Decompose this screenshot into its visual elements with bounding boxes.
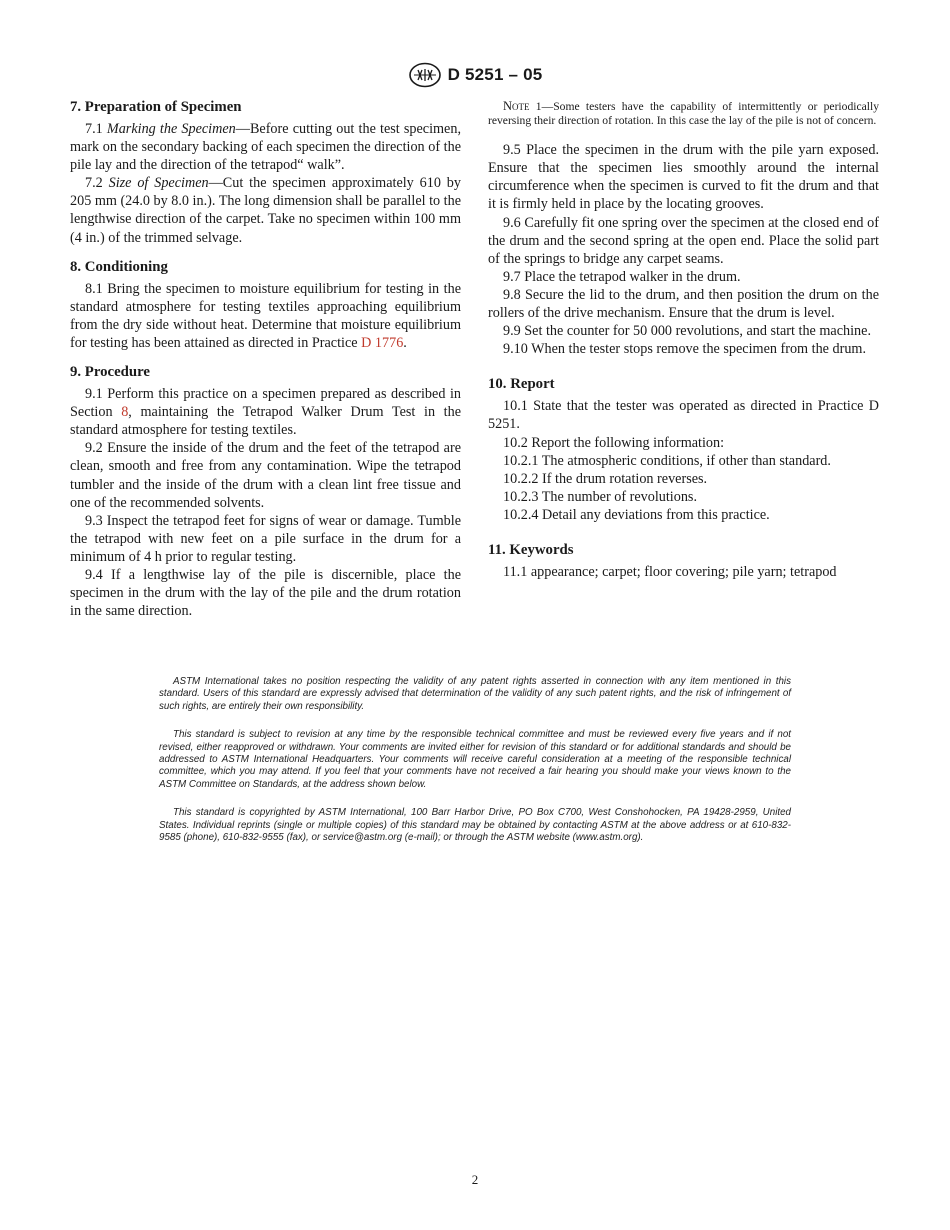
note-text: 1—Some testers have the capability of intermittently or periodically reversing their direction of rotation. In this case the lay of the pile is not of concern. [488, 100, 879, 127]
page-number: 2 [471, 1172, 479, 1187]
paragraph-9-7: 9.7 Place the tetrapod walker in the drum. [503, 268, 741, 285]
para-number: 7.2 [85, 175, 109, 192]
para-text: . [403, 334, 407, 351]
paragraph-7-2 [70, 174, 461, 246]
footer-patent-notice: ASTM International takes no position respecting the validity of any patent rights asserted in connection with any item mentioned in this standard. Users of this standard are expressly advised that determination of the validity of any such patent rights, and the risk of infringement of such rights, are entirely their own responsibility. [159, 676, 791, 712]
para-title: Marking the Specimen [106, 121, 236, 137]
section-11 [488, 541, 879, 581]
para-title: Size of Specimen [108, 175, 209, 192]
note-1 [488, 100, 879, 127]
paragraph-9-10: 9.10 When the tester stops remove the specimen from the drum. [503, 341, 867, 358]
section-9 [70, 363, 461, 620]
footer-revision-notice: This standard is subject to revision at any time by the responsible technical committee and must be reviewed every five years and if not revised, either reapproved or withdrawn. Your comments are invited either for revision of this standard or for additional standards and should be addressed to ASTM International Headquarters. Your comments will receive careful consideration at a meeting of the responsible technical committee, which you may attend. If you feel that your comments have not received a fair hearing you should make your views known to the ASTM Committee on Standards, at the address shown below. [159, 729, 791, 790]
right-column [488, 98, 879, 581]
section-heading: 10. Report [488, 376, 555, 393]
link-section-8[interactable]: 8 [121, 404, 129, 421]
section-8 [70, 258, 461, 352]
standard-designation: D 5251 – 05 [447, 65, 543, 84]
section-7 [70, 98, 461, 247]
para-text: —Cut the specimen approximately 610 by 205 mm (24.0 by 8.0 in.). The long dimension shall be parallel to the lengthwise direction of the carpet. Take no specimen within 100 mm (4 in.) of the trimmed selvage. [70, 175, 462, 246]
left-column [70, 98, 461, 620]
para-text: 8.1 Bring the specimen to moisture equilibrium for testing in the standard atmosphere for testing textiles approaching equilibrium from the dry side without heat. Determine that moisture equilibrium for testing has been attained as directed in Practice [70, 280, 461, 351]
paragraph-10-2-4: 10.2.4 Detail any deviations from this practice. [503, 506, 770, 523]
paragraph-9-2: 9.2 Ensure the inside of the drum and the feet of the tetrapod are clean, smooth and free from any contamination. Wipe the tetrapod tumbler and the inside of the drum with a clean lint free tissue and one of the recommended solvents. [70, 440, 461, 511]
page-header [0, 62, 950, 88]
paragraph-10-2-1: 10.2.1 The atmospheric conditions, if other than standard. [503, 452, 831, 469]
section-heading: 7. Preparation of Specimen [70, 99, 242, 115]
paragraph-9-8: 9.8 Secure the lid to the drum, and then position the drum on the rollers of the drive mechanism. Ensure that the drum is level. [488, 286, 879, 322]
paragraph-9-4: 9.4 If a lengthwise lay of the pile is discernible, place the specimen in the drum with the lay of the pile and the drum rotation in the same direction. [70, 566, 461, 620]
section-10 [488, 375, 879, 524]
section-heading: 8. Conditioning [70, 258, 168, 275]
legal-footer [159, 676, 791, 860]
paragraph-9-9: 9.9 Set the counter for 50 000 revolutions, and start the machine. [503, 323, 871, 340]
para-text: , maintaining the Tetrapod Walker Drum Test in the standard atmosphere for testing textiles. [70, 404, 462, 439]
note-label: Note [503, 99, 530, 113]
paragraph-7-1 [70, 120, 461, 174]
section-heading: 11. Keywords [488, 541, 574, 558]
para-number: 7.1 [85, 121, 107, 137]
paragraph-10-2: 10.2 Report the following information: [503, 434, 725, 451]
paragraph-10-2-2: 10.2.2 If the drum rotation reverses. [503, 470, 708, 487]
para-text: —Before cutting out the test specimen, mark on the secondary backing of each specimen the direction of the pile lay and the direction of the tetrapod“ walk”. [70, 121, 461, 174]
paragraph-10-1: 10.1 State that the tester was operated as directed in Practice D 5251. [488, 398, 879, 433]
paragraph-9-5: 9.5 Place the specimen in the drum with the pile yarn exposed. Ensure that the specimen lies smoothly around the internal circumference when the specimen is curved to fit the drum and that it is firmly held in place by the locating grooves. [488, 142, 879, 213]
paragraph-9-3: 9.3 Inspect the tetrapod feet for signs of wear or damage. Tumble the tetrapod with new feet on a pile surface in the drum for a minimum of 4 h prior to regular testing. [70, 512, 461, 565]
para-text: 9.1 Perform this practice on a specimen prepared as described in Section [70, 386, 461, 421]
paragraph-8-1 [70, 280, 461, 352]
astm-logo-icon [408, 62, 442, 88]
section-heading: 9. Procedure [70, 364, 150, 381]
paragraph-9-1 [70, 385, 461, 439]
paragraph-10-2-3: 10.2.3 The number of revolutions. [503, 488, 697, 505]
footer-copyright-notice: This standard is copyrighted by ASTM International, 100 Barr Harbor Drive, PO Box C700, West Conshohocken, PA 19428-2959, United States. Individual reprints (single or multiple copies) of this standard may be obtained by contacting ASTM at the above address or at 610-832-9585 (phone), 610-832-9555 (fax), or service@astm.org (e-mail); or through the ASTM website (www.astm.org). [159, 807, 791, 844]
link-d1776[interactable]: D 1776 [361, 334, 404, 351]
paragraph-9-6: 9.6 Carefully fit one spring over the specimen at the closed end of the drum and the second spring at the open end. Place the solid part of the springs to bridge any carpet seams. [488, 214, 879, 267]
paragraph-11-1: 11.1 appearance; carpet; floor covering; pile yarn; tetrapod [503, 563, 837, 580]
